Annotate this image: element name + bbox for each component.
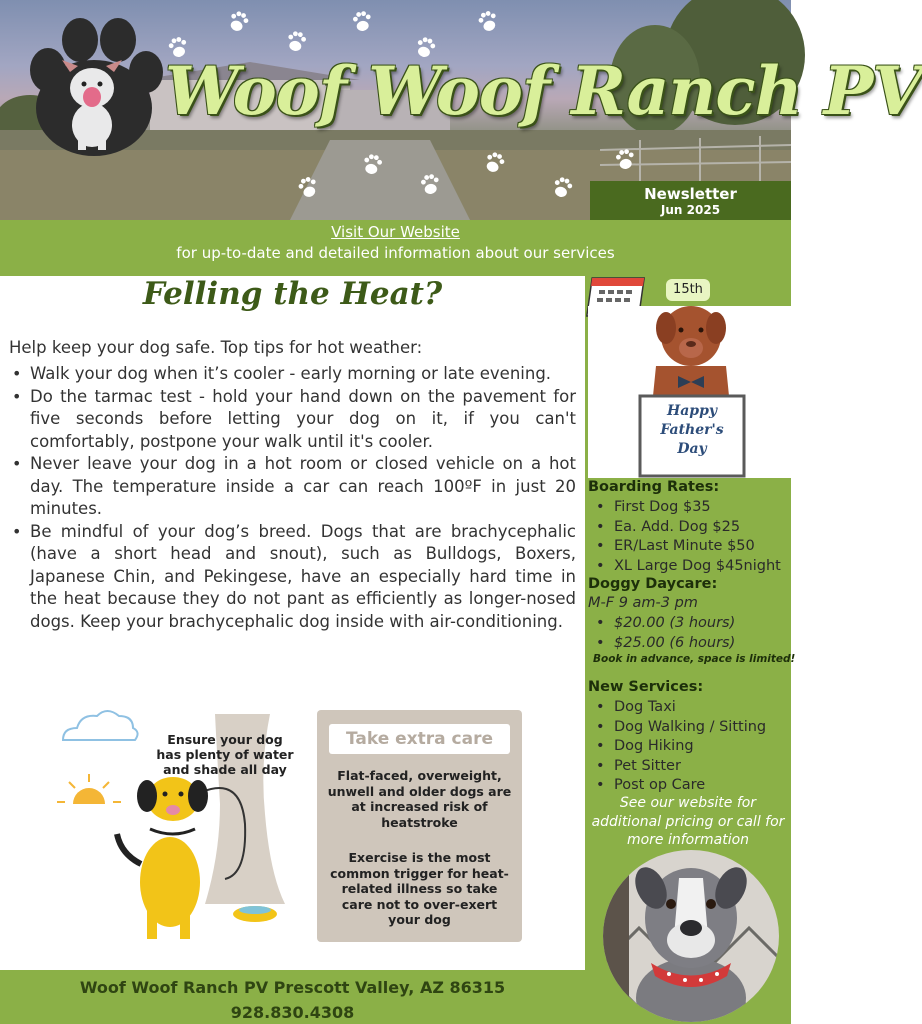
list-item: • $25.00 (6 hours) bbox=[594, 634, 735, 654]
fathers-day-card bbox=[588, 306, 791, 478]
new-services-list bbox=[594, 698, 766, 796]
tip-item: • Be mindful of your dog’s breed. Dogs that are brachycephalic (have a short head and snout), such as Bulldogs, Boxers, Japanese Chin, and Pekingese, have an especially hard time in the heat because they do not pant as efficiently as longer-nosed dogs. Keep your brachycephalic dog inside with air-conditioning. bbox=[8, 521, 576, 634]
daycare-rates-list bbox=[594, 614, 735, 653]
list-item: • Dog Hiking bbox=[594, 737, 766, 757]
site-title: Woof Woof Ranch PV bbox=[165, 52, 922, 130]
tips-intro: Help keep your dog safe. Top tips for hot weather: bbox=[9, 338, 423, 357]
new-services-heading: New Services: bbox=[588, 679, 704, 695]
tip-item: • Do the tarmac test - hold your hand down on the pavement for five seconds before letting your dog on it, if you can't comfortably, postpone your walk until it's cooler. bbox=[8, 386, 576, 454]
list-item: • $20.00 (3 hours) bbox=[594, 614, 735, 634]
list-item: • Ea. Add. Dog $25 bbox=[594, 518, 781, 538]
footer bbox=[0, 970, 585, 1024]
list-item: • Pet Sitter bbox=[594, 757, 766, 777]
article-panel bbox=[0, 276, 585, 970]
fathers-day-sign bbox=[643, 402, 741, 459]
list-item: • First Dog $35 bbox=[594, 498, 781, 518]
care-text-exercise: Exercise is the most common trigger for heat-related illness so take care not to over-exert your dog bbox=[330, 850, 509, 927]
newsletter-badge bbox=[590, 181, 791, 220]
pitbull-dog-photo bbox=[599, 848, 779, 1024]
tip-item: • Never leave your dog in a hot room or closed vehicle on a hot day. The temperature inside a car can reach 100ºF in just 20 minutes. bbox=[8, 453, 576, 521]
footer-phone[interactable]: 928.830.4308 bbox=[230, 1003, 355, 1022]
care-title-box bbox=[329, 724, 510, 754]
list-item: • Dog Taxi bbox=[594, 698, 766, 718]
more-info-note: See our website for additional pricing or call for more information bbox=[591, 795, 785, 848]
boarding-rates-heading: Boarding Rates: bbox=[588, 479, 720, 495]
visit-website-link[interactable]: Visit Our Website bbox=[331, 223, 460, 241]
website-band bbox=[0, 220, 791, 276]
list-item: • Dog Walking / Sitting bbox=[594, 718, 766, 738]
footer-address: Woof Woof Ranch PV Prescott Valley, AZ 86315 bbox=[79, 978, 506, 997]
list-item: • XL Large Dog $45night bbox=[594, 557, 781, 577]
daycare-hours: M-F 9 am-3 pm bbox=[588, 595, 698, 611]
boarding-rates-list bbox=[594, 498, 781, 576]
newsletter-label: Newsletter bbox=[644, 185, 737, 203]
tips-list bbox=[8, 363, 576, 633]
water-shade-caption: Ensure your dog has plenty of water and shade all day bbox=[156, 732, 294, 777]
heat-illustration bbox=[55, 704, 545, 954]
newsletter-date: Jun 2025 bbox=[660, 203, 721, 217]
sign-line: Day bbox=[677, 441, 707, 457]
website-band-subtitle: for up-to-date and detailed information about our services bbox=[176, 244, 615, 262]
calendar-date-badge: 15th bbox=[666, 279, 710, 301]
care-text-risk: Flat-faced, overweight, unwell and older dogs are at increased risk of heatstroke bbox=[327, 768, 512, 830]
article-title: Felling the Heat? bbox=[142, 276, 443, 312]
header-banner bbox=[0, 0, 922, 220]
sign-line: Father's bbox=[660, 422, 724, 438]
list-item: • ER/Last Minute $50 bbox=[594, 537, 781, 557]
care-title: Take extra care bbox=[345, 729, 494, 749]
tip-item: • Walk your dog when it’s cooler - early morning or late evening. bbox=[8, 363, 576, 386]
take-extra-care-box bbox=[317, 710, 522, 942]
list-item: • Post op Care bbox=[594, 776, 766, 796]
doggy-daycare-heading: Doggy Daycare: bbox=[588, 576, 718, 592]
book-advance-note: Book in advance, space is limited! bbox=[593, 653, 796, 665]
sign-line: Happy bbox=[666, 403, 717, 419]
